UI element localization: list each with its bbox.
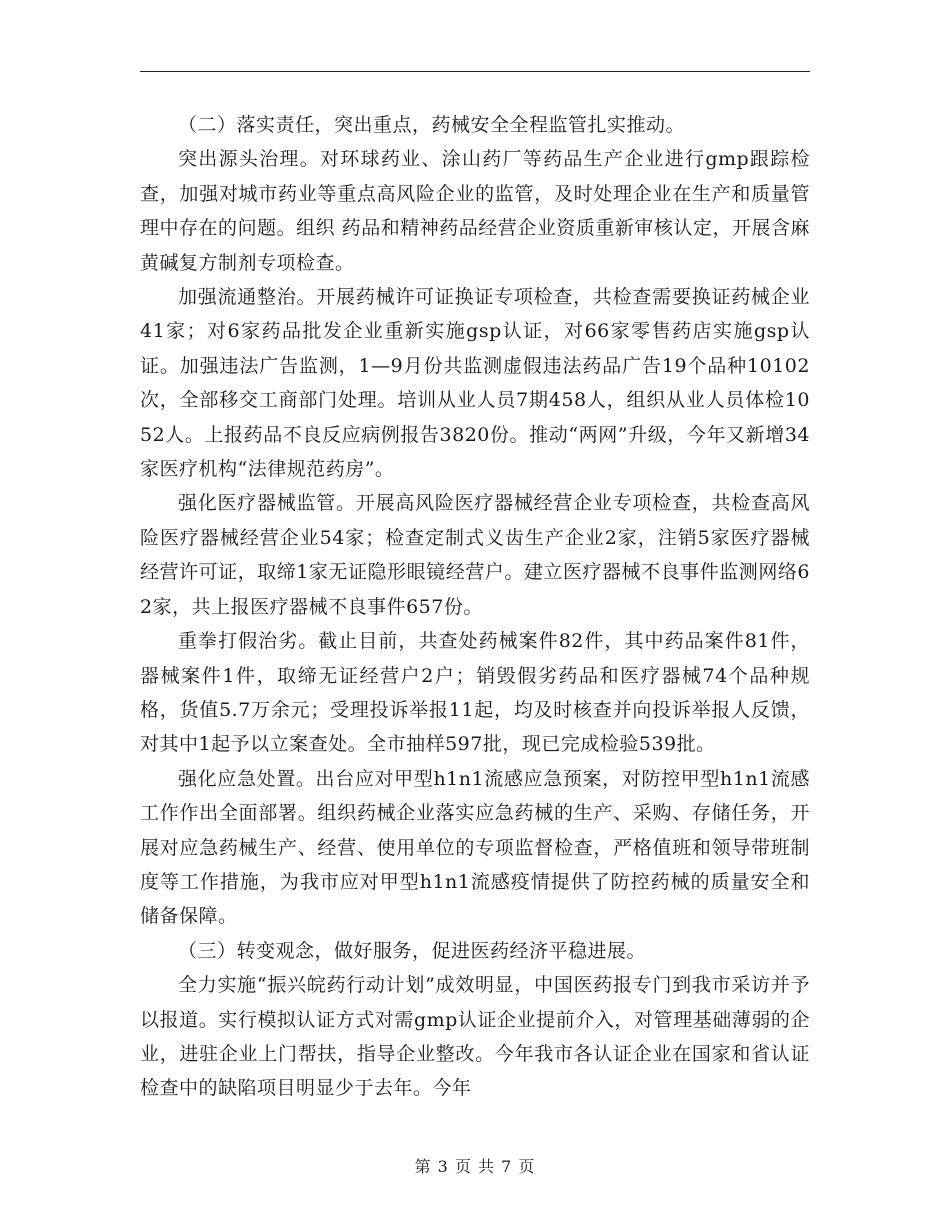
paragraph-emergency-response: 强化应急处置。出台应对甲型h1n1流感应急预案，对防控甲型h1n1流感工作作出全面部署。组织药械企业落实应急药械的生产、采购、存储任务，开展对应急药械生产、经营、使用单位的专项监督检查，严格值班和领导带班制度等工作措施，为我市应对甲型h1n1流感疫情提供了防控药械的质量安全和储备保障。 <box>140 767 810 928</box>
section-heading-2: （二）落实责任，突出重点，药械安全全程监管扎实推动。 <box>178 114 686 136</box>
section-heading-3: （三）转变观念，做好服务，促进医药经济平稳进展。 <box>178 939 647 962</box>
paragraph-source-governance: 突出源头治理。对环球药业、涂山药厂等药品生产企业进行gmp跟踪检查，加强对城市药业等重点高风险企业的监管，及时处理企业在生产和质量管理中存在的问题。组织 药品和精神药品经营企业资质重新审核认定，开展含麻黄碱复方制剂专项检查。 <box>140 148 810 274</box>
paragraph-device-supervision: 强化医疗器械监管。开展高风险医疗器械经营企业专项检查，共检查高风险医疗器械经营企业54家；检查定制式义齿生产企业2家，注销5家医疗器械经营许可证，取缔1家无证隐形眼镜经营户。建立医疗器械不良事件监测网络62家，共上报医疗器械不良事件657份。 <box>140 492 810 618</box>
paragraph-anti-counterfeit: 重拳打假治劣。截止目前，共查处药械案件82件，其中药品案件81件，器械案件1件，取缔无证经营户2户；销毁假劣药品和医疗器械74个品种规格，货值5.7万余元；受理投诉举报11起，均及时核查并向投诉举报人反馈，对其中1起予以立案查处。全市抽样597批，现已完成检验539批。 <box>140 630 810 756</box>
document-body <box>140 108 810 1106</box>
page-number-footer: 第 3 页 共 7 页 <box>414 1157 536 1176</box>
paragraph-circulation-rectification: 加强流通整治。开展药械许可证换证专项检查，共检查需要换证药械企业41家；对6家药品批发企业重新实施gsp认证，对66家零售药店实施gsp认证。加强违法广告监测，1—9月份共监测虚假违法药品广告19个品种10102次，全部移交工商部门处理。培训从业人员7期458人，组织从业人员体检1052人。上报药品不良反应病例报告3820份。推动“两网”升级，今年又新增34家医疗机构“法律规范药房”。 <box>140 286 810 481</box>
header-rule <box>140 71 810 72</box>
paragraph-revitalization-plan: 全力实施“振兴皖药行动计划”成效明显，中国医药报专门到我市采访并予以报道。实行模拟认证方式对需gmp认证企业提前介入，对管理基础薄弱的企业，进驻企业上门帮扶，指导企业整改。今年我市各认证企业在国家和省认证检查中的缺陷项目明显少于去年。今年 <box>140 974 810 1100</box>
